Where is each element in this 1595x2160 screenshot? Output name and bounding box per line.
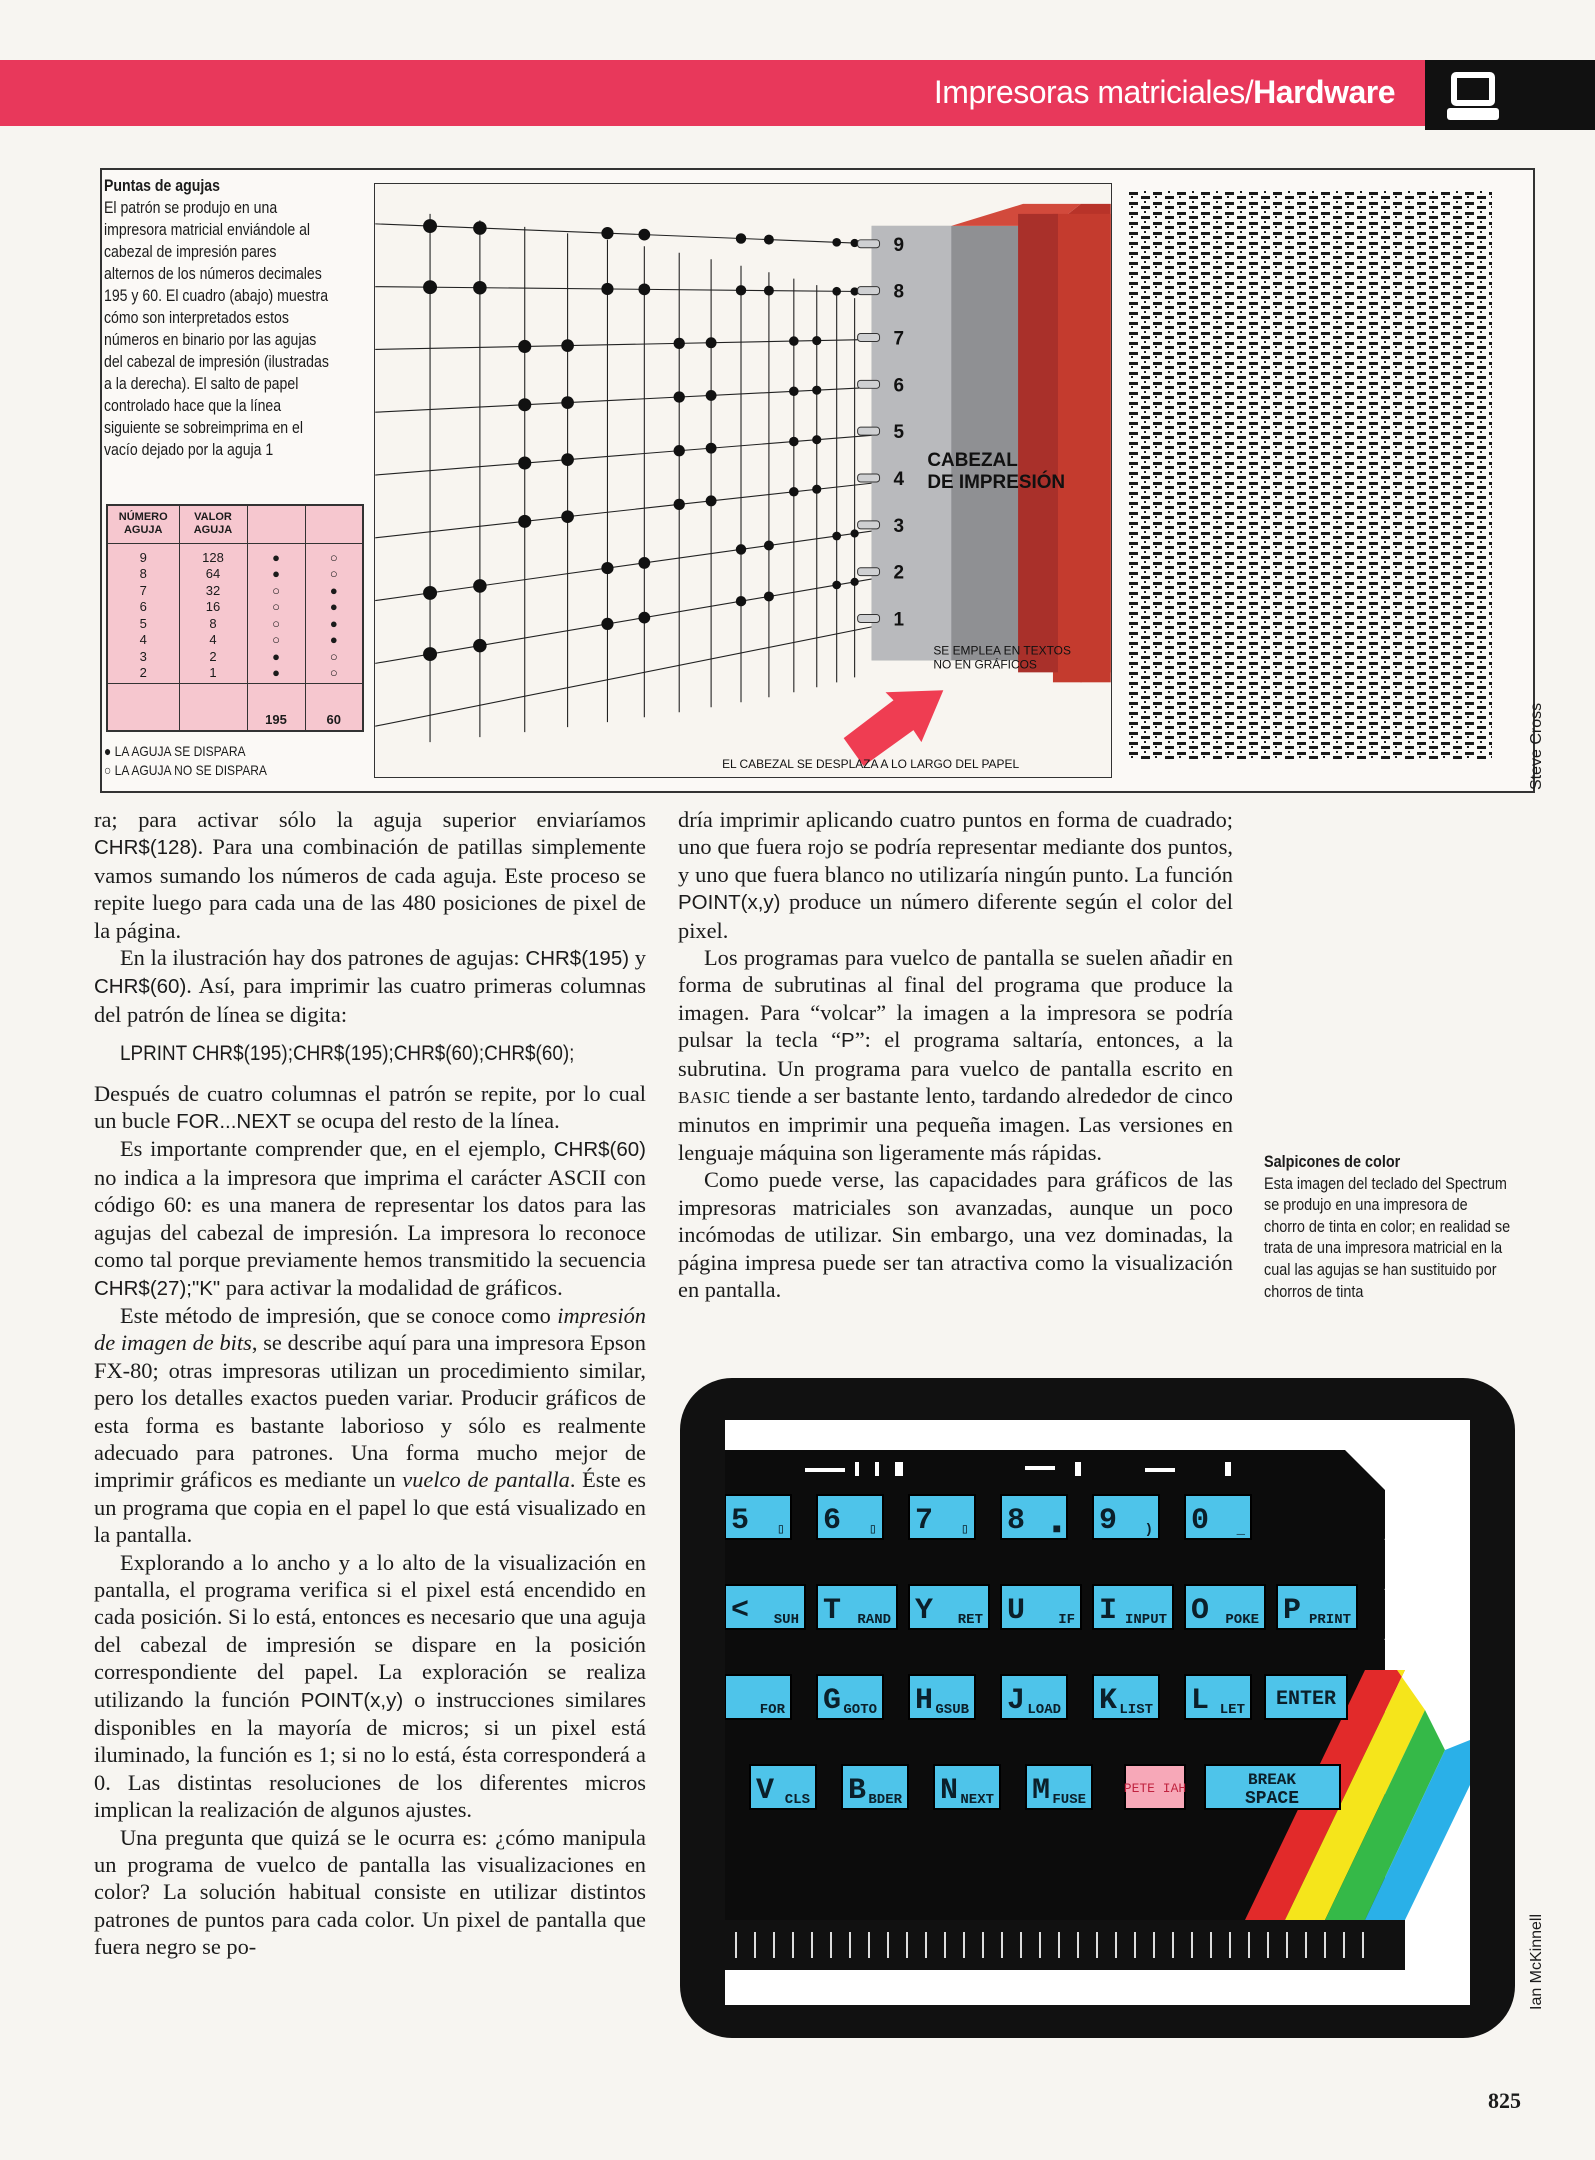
needle-dot bbox=[473, 221, 487, 235]
needle-dot bbox=[764, 286, 774, 296]
table-cell: ○ bbox=[272, 615, 280, 631]
needle-dot bbox=[736, 233, 746, 243]
emphasis-run: impresión de imagen de bits bbox=[94, 1302, 646, 1356]
head-number: 1 bbox=[893, 609, 905, 631]
total-blank-1 bbox=[107, 683, 179, 731]
needle1-note-1: SE EMPLEA EN TEXTOS bbox=[933, 643, 1071, 658]
needle-pin bbox=[858, 380, 880, 388]
pattern-b-column bbox=[305, 543, 363, 683]
table-cell: 8 bbox=[139, 566, 147, 581]
table-cell: 64 bbox=[205, 566, 221, 581]
needle-dot bbox=[789, 387, 799, 397]
screen-key-letter: L bbox=[1191, 1684, 1210, 1718]
needle-dot bbox=[674, 338, 685, 349]
needle-dot bbox=[812, 336, 821, 345]
needle-dot bbox=[601, 283, 613, 295]
needle-pin bbox=[858, 568, 880, 576]
bottom-dot bbox=[1077, 1932, 1079, 1958]
text-run: o instrucciones similares disponibles en la mayoría de micros; si un pixel está iluminado, la función es 1; si no lo está, ésta corresponderá a 0. Las distintas resoluciones de los diferentes micros implican la realización de algunos ajustes. bbox=[94, 1686, 647, 1823]
needle-dot bbox=[561, 453, 574, 466]
needle-dot bbox=[764, 540, 774, 550]
screen-key-keyword: IF bbox=[1058, 1612, 1075, 1628]
table-cell: ○ bbox=[329, 648, 338, 664]
category-title: Hardware bbox=[1253, 74, 1395, 110]
code-listing: LPRINT CHR$(195);CHR$(195);CHR$(60);CHR$(60); bbox=[120, 1042, 575, 1066]
text-run: Los programas para vuelco de pantalla se suelen añadir en forma de subrutinas al final del programa que produce la imagen. Para “volcar” la imagen a la impresora se podría pulsar la tecla “ bbox=[678, 945, 1233, 1053]
bottom-dot bbox=[1324, 1932, 1326, 1958]
table-cell: 32 bbox=[205, 582, 221, 598]
screen-key-keyword: LIST bbox=[1119, 1702, 1153, 1718]
bottom-dot bbox=[1134, 1932, 1136, 1958]
screen-key-keyword: FUSE bbox=[1052, 1792, 1086, 1808]
head-label-2: DE IMPRESIÓN bbox=[927, 471, 1066, 493]
needle-dot bbox=[832, 238, 841, 247]
needle-pin bbox=[858, 333, 880, 341]
screen-key-keyword: GSUB bbox=[935, 1702, 969, 1718]
needle-dot bbox=[423, 586, 437, 600]
needle-dot bbox=[706, 495, 717, 506]
header-title bbox=[934, 74, 1395, 111]
header-icon-box bbox=[1425, 60, 1595, 130]
head-number: 4 bbox=[893, 468, 905, 490]
table-header-needle: NÚMERO AGUJA bbox=[107, 505, 179, 543]
needle-dot bbox=[812, 386, 821, 395]
bottom-dot bbox=[1153, 1932, 1155, 1958]
bottom-dot bbox=[963, 1932, 965, 1958]
bottom-dot bbox=[1172, 1932, 1174, 1958]
col1-paragraph-6 bbox=[94, 1549, 646, 1824]
screen-key-letter: < bbox=[731, 1594, 750, 1628]
screen-key-keyword: _ bbox=[1236, 1522, 1245, 1538]
code-run: CHR$(60) bbox=[94, 975, 187, 999]
needle-dot bbox=[736, 285, 746, 295]
needle-dot bbox=[601, 227, 613, 239]
screen-key-letter: G bbox=[823, 1684, 842, 1718]
screen-key-keyword: RAND bbox=[857, 1612, 891, 1628]
legend-no-fire: ○ LA AGUJA NO SE DISPARA bbox=[104, 762, 267, 778]
table-cell: ● bbox=[272, 665, 280, 680]
emphasis-run: vuelco de pantalla bbox=[402, 1467, 570, 1493]
bottom-dot bbox=[982, 1932, 984, 1958]
break-label: BREAK bbox=[1247, 1771, 1297, 1789]
needle-dot bbox=[706, 390, 717, 401]
needle-dot bbox=[561, 339, 574, 352]
bottom-dot bbox=[811, 1932, 813, 1958]
col2-paragraph-1 bbox=[678, 806, 1233, 944]
needle-dot bbox=[638, 557, 650, 569]
print-head-block bbox=[872, 204, 1111, 682]
text-run: Es importante comprender que, en el ejemplo, bbox=[120, 1136, 554, 1162]
screen-key-keyword: ■ bbox=[1052, 1522, 1061, 1538]
code-run: CHR$(195) bbox=[525, 947, 630, 971]
head-number: 8 bbox=[893, 281, 905, 303]
code-run: FOR...NEXT bbox=[176, 1110, 292, 1134]
table-cell: ● bbox=[329, 599, 338, 614]
value-column bbox=[179, 543, 247, 683]
screen-key-keyword: ▯ bbox=[868, 1522, 877, 1538]
screen-key-letter: O bbox=[1191, 1594, 1210, 1628]
figure-legend bbox=[104, 742, 328, 780]
bottom-dot bbox=[887, 1932, 889, 1958]
table-cell: ● bbox=[329, 615, 338, 631]
col2-paragraph-3: Como puede verse, las capacidades para gráficos de las impresoras matriciales son avanzadas, aunque un poco incómodas de utilizar. Sin embargo, una vez dominadas, la página impresa puede ser tan atractiva como la visualización en pantalla. bbox=[678, 1167, 1233, 1302]
screen-key-keyword: SUH bbox=[773, 1612, 799, 1628]
screen-key-letter: 0 bbox=[1191, 1504, 1210, 1538]
needle-pin bbox=[858, 240, 880, 248]
col1-paragraph-2 bbox=[94, 944, 646, 1028]
table-cell: 4 bbox=[209, 632, 217, 647]
col2-paragraph-2 bbox=[678, 944, 1233, 1166]
bottom-dot bbox=[830, 1932, 832, 1958]
screen-key-letter: H bbox=[915, 1684, 934, 1718]
travel-note: EL CABEZAL SE DESPLAZA A LO LARGO DEL PAPEL bbox=[722, 757, 1020, 772]
bottom-dot bbox=[1267, 1932, 1269, 1958]
needle-dot bbox=[518, 398, 531, 411]
needle-dot bbox=[850, 578, 858, 586]
needle-dot bbox=[706, 443, 717, 454]
screen-key-keyword: LOAD bbox=[1027, 1702, 1061, 1718]
screen-key-keyword: RET bbox=[957, 1612, 983, 1628]
table-cell: ● bbox=[272, 648, 280, 664]
col1-paragraph-3 bbox=[94, 1080, 646, 1136]
needle-pin bbox=[858, 474, 880, 482]
needle-pin bbox=[858, 521, 880, 529]
text-run: y bbox=[629, 945, 647, 971]
screen-key-letter: 9 bbox=[1099, 1504, 1118, 1538]
screen-key-keyword: ▯ bbox=[960, 1522, 969, 1538]
needle-dot bbox=[473, 639, 487, 653]
bottom-dot bbox=[944, 1932, 946, 1958]
needle-dot bbox=[638, 283, 650, 295]
table-header-value: VALOR AGUJA bbox=[179, 505, 247, 543]
needle-dot bbox=[423, 647, 437, 661]
needle-dot bbox=[518, 515, 531, 528]
screen-key-letter: J bbox=[1007, 1684, 1026, 1718]
needle-dot bbox=[764, 591, 774, 601]
table-cell: ○ bbox=[272, 599, 280, 614]
needle-dot bbox=[473, 281, 487, 295]
screen-key-letter: 8 bbox=[1007, 1504, 1026, 1538]
bottom-dot bbox=[1229, 1932, 1231, 1958]
needle-pin bbox=[858, 615, 880, 623]
screen-key-keyword: BDER bbox=[868, 1792, 902, 1808]
screen-key-letter: V bbox=[756, 1774, 775, 1808]
text-run: tiende a ser bastante lento, tardando alrededor de cinco minutos en imprimir una pequeña imagen. Las versiones en lenguaje máquina son ligeramente más rápidas. bbox=[678, 1083, 1233, 1165]
table-cell: 2 bbox=[139, 665, 147, 680]
legend-fires: ● LA AGUJA SE DISPARA bbox=[104, 743, 246, 759]
needle-dot bbox=[674, 499, 685, 510]
needle-dot bbox=[473, 579, 487, 593]
crt-screen bbox=[725, 1420, 1470, 2005]
needle-dot bbox=[789, 336, 799, 346]
text-run: para activar la modalidad de gráficos. bbox=[220, 1274, 563, 1300]
table-cell: ● bbox=[272, 549, 280, 565]
bottom-dot bbox=[868, 1932, 870, 1958]
code-run: CHR$(60) bbox=[553, 1138, 646, 1162]
needle-dot bbox=[764, 235, 774, 245]
needle-dot bbox=[518, 340, 531, 353]
screen-key-keyword: GOTO bbox=[843, 1702, 877, 1718]
table-cell: ○ bbox=[329, 566, 338, 581]
screen-key-letter: 7 bbox=[915, 1504, 934, 1538]
bottom-dot bbox=[754, 1932, 756, 1958]
screen-key-keyword: PRINT bbox=[1308, 1612, 1351, 1628]
text-run: Después de cuatro columnas el patrón se repite, por lo cual un bucle bbox=[94, 1080, 646, 1134]
screen-key-letter: I bbox=[1099, 1594, 1118, 1628]
table-cell: 7 bbox=[139, 582, 147, 598]
bottom-dot bbox=[906, 1932, 908, 1958]
bottom-dot bbox=[1286, 1932, 1288, 1958]
screen-key-keyword: ▯ bbox=[776, 1522, 785, 1538]
text-run: Este método de impresión, que se conoce como bbox=[120, 1302, 558, 1328]
head-number: 9 bbox=[893, 234, 905, 256]
total-b: 60 bbox=[305, 683, 363, 731]
bottom-dot bbox=[1248, 1932, 1250, 1958]
table-cell: ● bbox=[272, 566, 280, 581]
printed-pattern bbox=[1128, 190, 1492, 760]
figure-caption bbox=[104, 175, 329, 461]
screen-key-keyword: LET bbox=[1219, 1702, 1245, 1718]
needle-dot bbox=[789, 487, 799, 497]
computer-icon bbox=[1443, 68, 1503, 124]
text-run: . Para una combinación de patillas simplemente vamos sumando los números de cada aguja. Este proceso se repite luego para cada una de las 480 posiciones de pixel de la página. bbox=[94, 834, 646, 943]
needle-dot bbox=[561, 510, 574, 523]
bottom-dot bbox=[1362, 1932, 1364, 1958]
table-cell: ○ bbox=[329, 549, 338, 565]
needle-dot bbox=[812, 435, 821, 444]
pattern-a-column bbox=[247, 543, 305, 683]
needle-dot bbox=[706, 337, 717, 348]
table-cell: 1 bbox=[209, 665, 217, 680]
head-number: 6 bbox=[893, 375, 905, 397]
bottom-dot bbox=[849, 1932, 851, 1958]
text-run: no indica a la impresora que imprima el carácter ASCII con código 60: es una manera de representar los datos para las agujas del cabezal de impresión. La impresora lo reconoce como tal porque previamente hemos transmitido la secuencia bbox=[94, 1164, 646, 1273]
bottom-dot bbox=[925, 1932, 927, 1958]
table-header-blank-b bbox=[305, 505, 363, 543]
col1-paragraph-1 bbox=[94, 806, 646, 944]
bottom-dot bbox=[1039, 1932, 1041, 1958]
screen-key-keyword: INPUT bbox=[1124, 1612, 1167, 1628]
bottom-dot bbox=[792, 1932, 794, 1958]
screen-key-letter: T bbox=[823, 1594, 842, 1628]
needle-dot bbox=[423, 280, 437, 294]
needle-dot bbox=[601, 562, 613, 574]
head-numbers bbox=[893, 235, 904, 631]
total-a: 195 bbox=[247, 683, 305, 731]
text-column-1 bbox=[94, 806, 646, 1961]
table-cell: ○ bbox=[272, 582, 280, 598]
text-run: dría imprimir aplicando cuatro puntos en forma de cuadrado; uno que fuera rojo se podría representar mediante dos puntos, y uno que fuera blanco no utilizaría ningún punto. La función bbox=[678, 807, 1233, 887]
text-run: , se describe aquí para una impresora Epson FX-80; otras impresoras utilizan un procedimiento similar, pero los detalles exactos pueden variar. Producir gráficos de esta forma es bastante laborioso y sólo es realmente adecuado para patrones. Una forma mucho mejor de imprimir gráficos es mediante un bbox=[94, 1330, 646, 1493]
bottom-dot bbox=[1210, 1932, 1212, 1958]
text-run: . Éste es un programa que copia en el papel lo que está visualizado en la pantalla. bbox=[94, 1467, 646, 1548]
needle-dot bbox=[832, 581, 841, 590]
screen-key-keyword: ) bbox=[1144, 1522, 1153, 1538]
screen-key-letter: U bbox=[1007, 1594, 1026, 1628]
screen-key-letter: M bbox=[1032, 1774, 1051, 1808]
section-title: Impresoras matriciales/ bbox=[933, 74, 1254, 110]
code-run: CHR$(128) bbox=[94, 836, 198, 860]
screen-credit: Ian McKinnell bbox=[1528, 1913, 1545, 2010]
screen-key-keyword: NEXT bbox=[960, 1792, 994, 1808]
needle-column bbox=[107, 543, 179, 683]
bottom-dot bbox=[1058, 1932, 1060, 1958]
col1-paragraph-5 bbox=[94, 1302, 646, 1549]
text-run: Explorando a lo ancho y a lo alto de la visualización en pantalla, el programa verifica si el pixel está encendido en cada posición. Si lo está, entonces es necesario que una aguja del cabezal de impresión se dispare en la posición correspondiente del papel. La exploración se realiza utilizando la función bbox=[94, 1549, 646, 1712]
table-cell: 6 bbox=[139, 599, 147, 614]
bottom-dot bbox=[1191, 1932, 1193, 1958]
bottom-dot bbox=[1115, 1932, 1117, 1958]
needle-dot bbox=[601, 618, 613, 630]
needle-dot bbox=[832, 532, 841, 541]
text-column-2 bbox=[678, 806, 1233, 1303]
spectrum-keyboard-image bbox=[725, 1420, 1470, 2005]
needle-dot bbox=[561, 396, 574, 409]
needle-table bbox=[106, 504, 364, 732]
needle-dot bbox=[518, 457, 531, 470]
side-caption bbox=[1264, 1152, 1510, 1303]
total-blank-2 bbox=[179, 683, 247, 731]
needle-dot bbox=[674, 445, 685, 456]
screen-key-letter: 5 bbox=[731, 1504, 750, 1538]
needle-dot bbox=[674, 391, 685, 402]
screen-key-keyword: CLS bbox=[784, 1792, 810, 1808]
bottom-dot bbox=[1020, 1932, 1022, 1958]
table-header-blank-a bbox=[247, 505, 305, 543]
needle-dot bbox=[850, 529, 858, 537]
table-cell: 2 bbox=[209, 648, 217, 664]
text-run: ra; para activar sólo la aguja superior enviaríamos bbox=[94, 807, 646, 832]
space-label: SPACE bbox=[1244, 1789, 1300, 1809]
head-label-1: CABEZAL bbox=[927, 450, 1018, 472]
needle-pin bbox=[858, 427, 880, 435]
needle-dot bbox=[423, 219, 437, 233]
screen-key-letter: B bbox=[848, 1774, 867, 1808]
bottom-dot bbox=[735, 1932, 737, 1958]
bottom-dot bbox=[773, 1932, 775, 1958]
screen-key-letter: N bbox=[940, 1774, 959, 1808]
code-run: POINT(x,y) bbox=[678, 891, 781, 915]
needle-dot bbox=[789, 437, 799, 447]
head-number: 3 bbox=[893, 515, 905, 537]
enter-key-label: ENTER bbox=[1275, 1688, 1337, 1711]
table-cell: ○ bbox=[272, 632, 280, 647]
needle-dot bbox=[736, 596, 746, 606]
table-cell: ● bbox=[329, 632, 338, 647]
table-cell: ○ bbox=[329, 665, 338, 680]
figure-credit: Steve Cross bbox=[1528, 702, 1545, 790]
table-cell: 3 bbox=[139, 648, 147, 664]
needle-dot bbox=[812, 485, 821, 494]
table-cell: 9 bbox=[139, 549, 147, 565]
print-head-diagram bbox=[374, 183, 1112, 778]
col1-paragraph-7: Una pregunta que quizá se le ocurra es: ¿cómo manipula un programa de vuelco de pantalla las visualizaciones en color? La solución habitual consiste en utilizar distintos patrones de puntos para cada color. Un pixel de pantalla que fuera negro se po- bbox=[94, 1824, 646, 1960]
head-number: 7 bbox=[893, 328, 905, 350]
table-cell: 16 bbox=[205, 599, 221, 614]
bottom-dot bbox=[1001, 1932, 1003, 1958]
table-cell: ● bbox=[329, 582, 338, 598]
text-run: produce un número diferente según el color del pixel. bbox=[678, 889, 1233, 943]
smallcaps-run: BASIC bbox=[678, 1088, 731, 1108]
text-run: se ocupa del resto de la línea. bbox=[291, 1108, 560, 1134]
text-run: En la ilustración hay dos patrones de agujas: bbox=[120, 945, 526, 971]
side-caption-text: Esta imagen del teclado del Spectrum se produjo en una impresora de chorro de tinta en color; en realidad se trata de una impresora matricial en la cual las agujas se han sustituido por chorros de tinta bbox=[1264, 1174, 1511, 1301]
table-cell: 8 bbox=[209, 615, 217, 631]
code-run: POINT(x,y) bbox=[300, 1688, 404, 1712]
screen-key-letter: P bbox=[1283, 1594, 1302, 1628]
screen-key-letter: K bbox=[1099, 1684, 1118, 1718]
screen-key-letter: 6 bbox=[823, 1504, 842, 1538]
figure-caption-text: El patrón se produjo en una impresora matricial enviándole al cabezal de impresión pares alternos de los números decimales 195 y 60. El cuadro (abajo) muestra cómo son interpretados estos números en binario por las agujas del cabezal de impresión (ilustradas a la derecha). El salto de papel controlado hace que la línea siguiente se sobreimprima en el vacío dejado por la aguja 1 bbox=[104, 199, 329, 459]
bottom-dot bbox=[1305, 1932, 1307, 1958]
needle-dot bbox=[736, 544, 746, 554]
table-cell: 4 bbox=[139, 632, 147, 647]
code-run: P bbox=[841, 1029, 855, 1053]
bottom-dot bbox=[1343, 1932, 1345, 1958]
screen-key-keyword: FOR bbox=[759, 1702, 785, 1718]
col1-paragraph-4 bbox=[94, 1135, 646, 1301]
head-number: 2 bbox=[893, 562, 905, 584]
head-number: 5 bbox=[893, 422, 905, 444]
needle-dot bbox=[638, 612, 650, 624]
figure-caption-title: Puntas de agujas bbox=[104, 177, 220, 195]
text-run: ”: el programa saltaría, entonces, a la subrutina. Un programa para vuelco de pantalla escrito en bbox=[678, 1027, 1233, 1081]
text-run: . Así, para imprimir las cuatro primeras columnas del patrón de línea se digita: bbox=[94, 973, 646, 1027]
screen-key-letter: Y bbox=[915, 1594, 934, 1628]
page-number: 825 bbox=[1488, 2088, 1521, 2113]
needle-pin bbox=[858, 287, 880, 295]
needle-dot bbox=[638, 229, 650, 241]
side-caption-title: Salpicones de color bbox=[1264, 1153, 1401, 1171]
needle1-note-2: NO EN GRÁFICOS bbox=[933, 657, 1037, 672]
screen-key-keyword: POKE bbox=[1225, 1612, 1259, 1628]
table-cell: 128 bbox=[202, 549, 224, 565]
bottom-dot bbox=[1096, 1932, 1098, 1958]
symbol-shift-label: PETE IAH bbox=[1123, 1781, 1187, 1796]
table-cell: 5 bbox=[139, 615, 147, 631]
code-run: CHR$(27);"K" bbox=[94, 1276, 221, 1300]
needle-dot bbox=[832, 287, 841, 296]
